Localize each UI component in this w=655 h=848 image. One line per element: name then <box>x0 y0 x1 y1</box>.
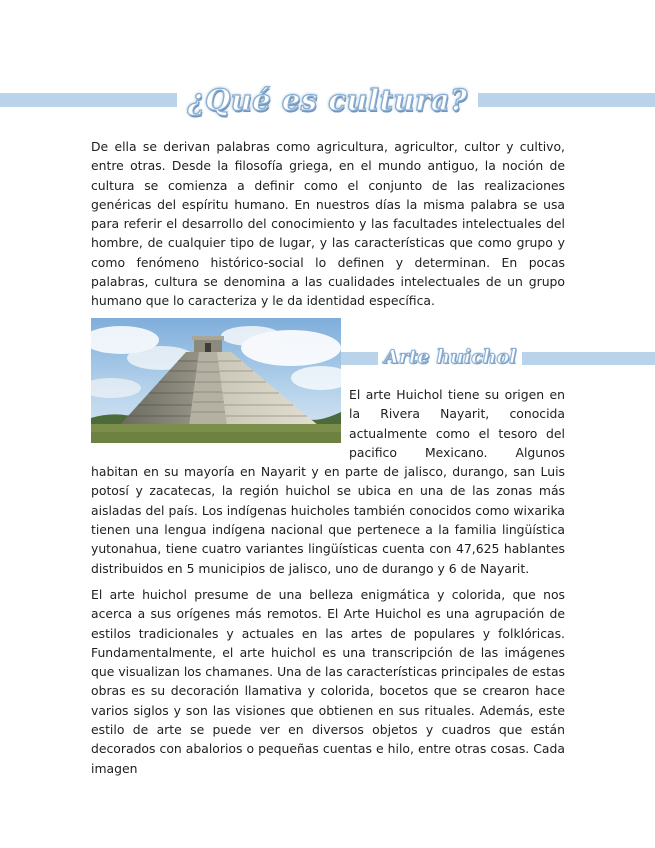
section-paragraph-1 <box>91 385 565 578</box>
section-title: Arte huichol <box>378 342 522 372</box>
title-container <box>0 78 655 122</box>
intro-paragraph: De ella se derivan palabras como agricultura, agricultor, cultor y cultivo, entre otras. Desde la filosofía griega, en el mundo antiguo, la noción de cultura se comienza a definir como el conjunto de las realizaciones genéricas del espíritu humano. En nuestros días la misma palabra se usa para referir el desarrollo del conocimiento y las facultades intelectuales del hombre, de cualquier tipo de lugar, y las características que como grupo y como fenómeno histórico-social lo definen y determinan. En pocas palabras, cultura se denomina a las cualidades intelectuales de un grupo humano que lo caracteriza y le da identidad específica. <box>91 139 565 309</box>
pyramid-photo <box>91 318 341 443</box>
page-title: ¿Qué es cultura? <box>177 78 477 122</box>
section-title-container <box>378 342 522 372</box>
section-paragraph-1-text: El arte Huichol tiene su origen en la Rivera Nayarit, conocida actualmente como el tesoro del pacifico Mexicano. Algunos habitan en su mayoría en Nayarit y en parte de jalisco, durango, san Luis potosí y zacatecas, la región huichol se ubica en una de las zonas más aisladas del país. Los indígenas huicholes también conocidos como wixarika tienen una lengua indígena nacional que pertenece a la familia lingüística yutonahua, tiene cuatro variantes lingüísticas cuenta con 47,625 hablantes distribuidos en 5 municipios de jalisco, uno de durango y 6 de Nayarit. <box>91 387 565 576</box>
section-paragraph-2: El arte huichol presume de una belleza enigmática y colorida, que nos acerca a sus orígenes más remotos. El Arte Huichol es una agrupación de estilos tradicionales y actuales en las artes de populares y folklóricas. Fundamentalmente, el arte huichol es una transcripción de las imágenes que visualizan los chamanes. Una de las características principales de estas obras es su decoración llamativa y colorida, bocetos que se crearon hace varios siglos y son las visiones que obtienen en sus rituales. Además, este estilo de arte se puede ver en diversos objetos y cuadros que están decorados con abalorios o pequeñas cuentas e hilo, entre otras cosas. Cada imagen <box>91 587 565 776</box>
